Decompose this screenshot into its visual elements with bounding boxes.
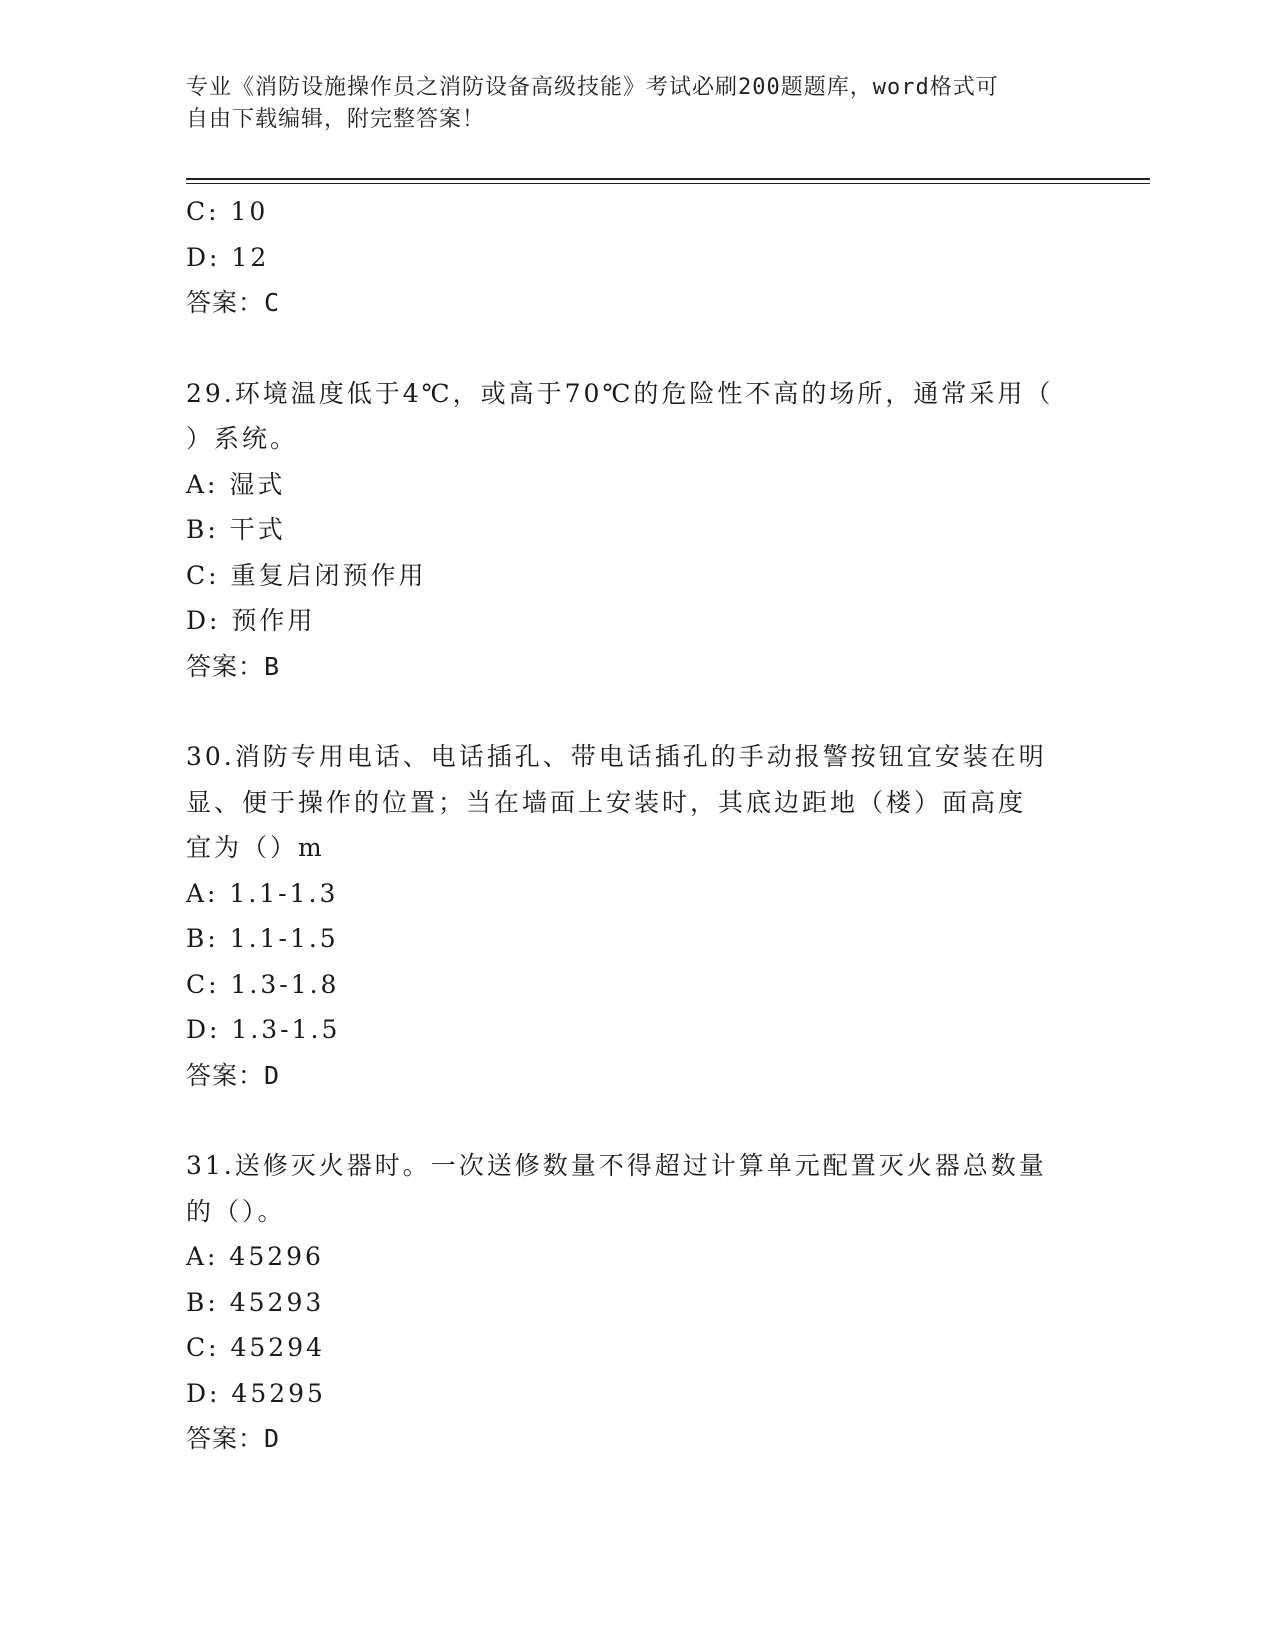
answer-line: 答案：B (186, 651, 281, 681)
question-stem: 30.消防专用电话、电话插孔、带电话插孔的手动报警按钮宜安装在明 (186, 742, 1047, 771)
option-d: D: 1.3-1.5 (186, 1015, 341, 1044)
question-28-continued (186, 189, 1086, 326)
option-d: D: 45295 (186, 1378, 326, 1408)
question-stem: ）系统。 (186, 424, 299, 453)
answer-line: 答案：D (186, 1060, 281, 1090)
answer-line: 答案：C (186, 288, 281, 317)
question-list (186, 189, 1086, 1462)
question-30 (186, 734, 1086, 1098)
question-stem: 29.环境温度低于4℃，或高于70℃的危险性不高的场所，通常采用（ (186, 378, 1054, 408)
option-c: C: 重复启闭预作用 (186, 560, 427, 590)
answer-line: 答案：D (186, 1424, 281, 1453)
question-29 (186, 371, 1086, 690)
option-c: C: 10 (186, 197, 269, 226)
option-b: B: 干式 (186, 515, 286, 544)
header-divider-thin (186, 183, 1150, 184)
question-stem: 显、便于操作的位置；当在墙面上安装时，其底边距地（楼）面高度 (186, 787, 1027, 817)
document-header (186, 72, 1066, 136)
spacer (186, 689, 1086, 734)
spacer (186, 326, 1086, 371)
option-b: B: 45293 (186, 1287, 325, 1317)
question-31 (186, 1143, 1086, 1462)
spacer (186, 1098, 1086, 1143)
option-c: C: 1.3-1.8 (186, 969, 340, 999)
question-stem: 31.送修灭火器时。一次送修数量不得超过计算单元配置灭火器总数量 (186, 1151, 1047, 1180)
option-c: C: 45294 (186, 1333, 326, 1362)
header-line-2: 自由下载编辑，附完整答案！ (186, 107, 486, 132)
header-divider-thick (186, 178, 1150, 180)
option-a: A: 湿式 (186, 469, 286, 499)
option-a: A: 45296 (186, 1242, 324, 1271)
option-d: D: 预作用 (186, 606, 316, 635)
option-b: B: 1.1-1.5 (186, 924, 339, 953)
option-a: A: 1.1-1.3 (186, 878, 339, 908)
question-stem: 宜为（）m (186, 833, 325, 862)
header-line-1: 专业《消防设施操作员之消防设备高级技能》考试必刷200题题库，word格式可 (186, 75, 999, 100)
question-stem: 的（）。 (186, 1196, 286, 1226)
option-d: D: 12 (186, 242, 270, 272)
